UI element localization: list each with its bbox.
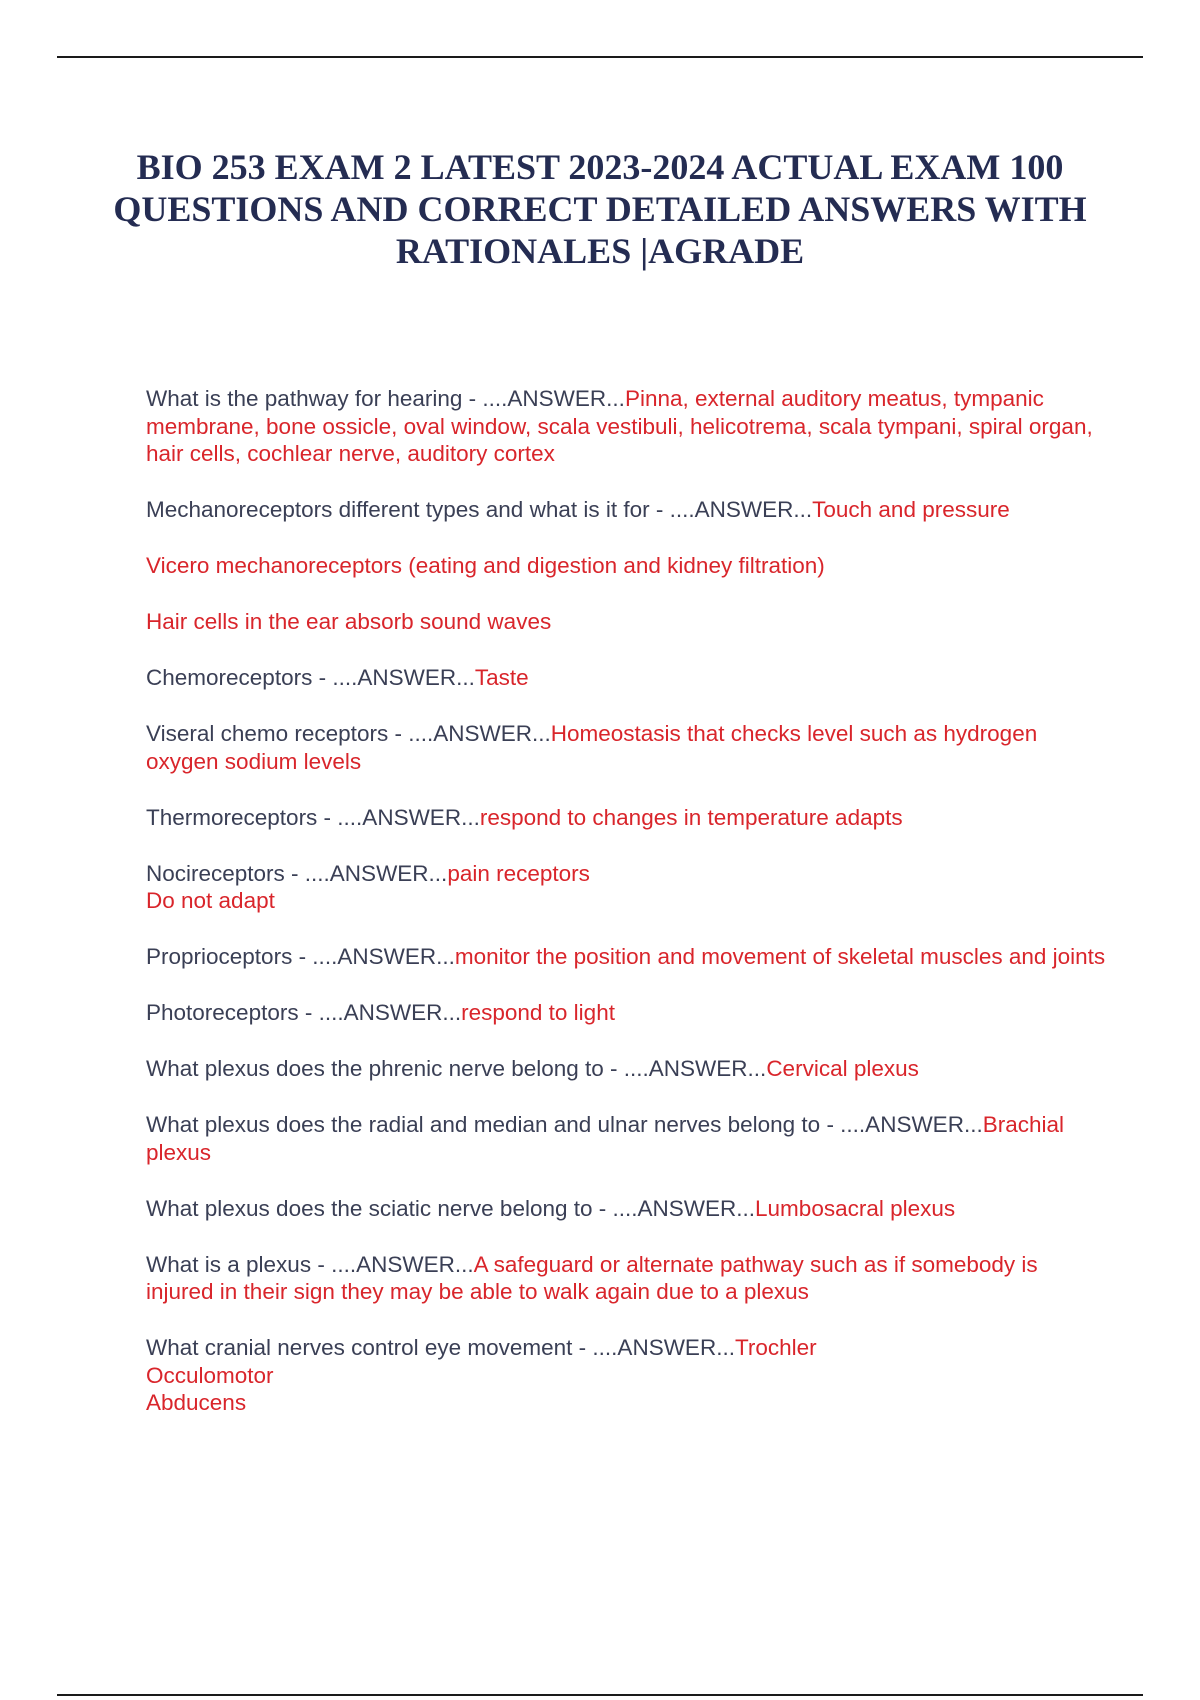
qa-item: [146, 1195, 1106, 1223]
answer-text: respond to light: [461, 1000, 615, 1025]
answer-continuation: Vicero mechanoreceptors (eating and digestion and kidney filtration): [146, 553, 825, 578]
answer-text: respond to changes in temperature adapts: [479, 804, 903, 830]
answer-text: Pinna, external auditory meatus, tympanic membrane, bone ossicle, oval window, scala vestibuli, helicotrema, scala tympani, spiral organ, hair cells, cochlear nerve, auditory cortex: [146, 386, 1093, 466]
question-text: Photoreceptors - ....ANSWER...: [146, 1000, 462, 1025]
answer-text: Trochler: [734, 1335, 817, 1360]
qa-item: [146, 943, 1106, 971]
question-text: What cranial nerves control eye movement - ....ANSWER...: [146, 1335, 735, 1360]
bottom-rule: [57, 1694, 1143, 1696]
answer-text-line-2: Do not adapt: [146, 888, 275, 913]
question-text: Proprioceptors - ....ANSWER...: [146, 944, 455, 969]
answer-text: Touch and pressure: [812, 497, 1010, 522]
qa-list: [146, 385, 1106, 1445]
question-text: Nocireceptors - ....ANSWER...: [146, 860, 448, 886]
question-text: Thermoreceptors - ....ANSWER...: [146, 804, 480, 830]
qa-item: [146, 720, 1106, 775]
question-text: Chemoreceptors - ....ANSWER...: [146, 665, 475, 690]
qa-item: [146, 664, 1106, 692]
top-rule: [57, 56, 1143, 58]
question-text: What plexus does the phrenic nerve belong to - ....ANSWER...: [146, 1056, 767, 1081]
qa-item: [146, 1334, 1106, 1417]
answer-text: Homeostasis that checks level such as hydrogen oxygen sodium levels: [146, 721, 1038, 774]
answer-text-line-3: Abducens: [146, 1390, 247, 1415]
answer-text: pain receptors: [447, 860, 590, 886]
question-text: What is a plexus - ....ANSWER...: [146, 1251, 474, 1277]
qa-item: [146, 496, 1106, 524]
answer-text: Brachial plexus: [146, 1112, 1064, 1165]
qa-item: [146, 1055, 1106, 1083]
question-text: What plexus does the sciatic nerve belong to - ....ANSWER...: [146, 1195, 756, 1221]
answer-text: Cervical plexus: [766, 1056, 919, 1081]
answer-text: A safeguard or alternate pathway such as if somebody is injured in their sign they may be able to walk again due to a plexus: [146, 1251, 1038, 1304]
question-text: What plexus does the radial and median and ulnar nerves belong to - ....ANSWER...: [146, 1112, 983, 1137]
answer-text-line-2: Occulomotor: [146, 1362, 274, 1388]
qa-item: [146, 999, 1106, 1027]
question-text: What is the pathway for hearing - ....ANSWER...: [146, 386, 625, 411]
qa-item: [146, 1251, 1106, 1306]
answer-text: Taste: [474, 665, 529, 690]
answer-text: Lumbosacral plexus: [755, 1195, 956, 1221]
question-text: Mechanoreceptors different types and what is it for - ....ANSWER...: [146, 497, 813, 522]
qa-item: [146, 1111, 1106, 1166]
qa-item: [146, 860, 1106, 915]
answer-continuation: Hair cells in the ear absorb sound waves: [146, 609, 552, 634]
question-text: Viseral chemo receptors - ....ANSWER...: [146, 721, 551, 746]
answer-text: monitor the position and movement of skeletal muscles and joints: [454, 944, 1106, 969]
qa-item: [146, 804, 1106, 832]
qa-item: [146, 385, 1106, 468]
document-title: BIO 253 EXAM 2 LATEST 2023-2024 ACTUAL EXAM 100 QUESTIONS AND CORRECT DETAILED ANSWERS WITH RATIONALES |AGRADE: [113, 147, 1087, 271]
